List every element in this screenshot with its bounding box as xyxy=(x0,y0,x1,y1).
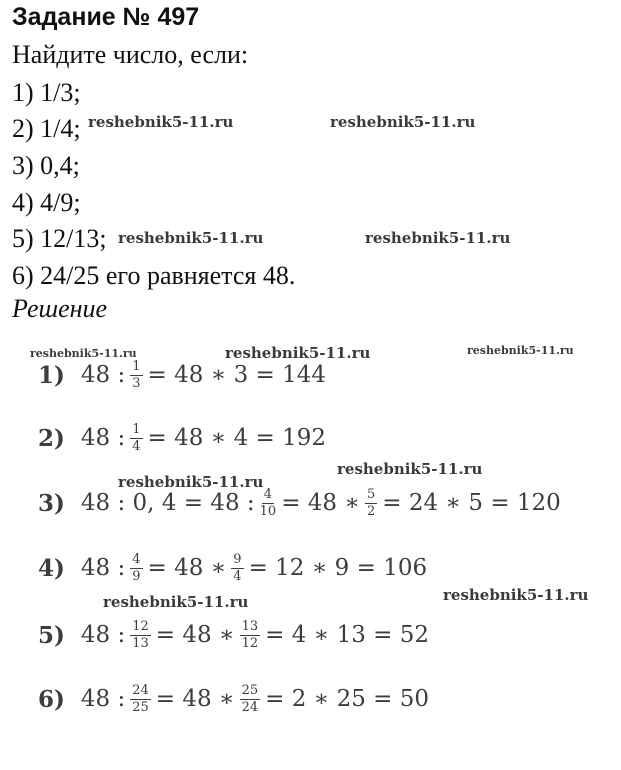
expr-part: = 2 ∗ 25 = 50 xyxy=(265,686,430,713)
expr-part: = 48 ∗ xyxy=(155,622,235,649)
row-number: 1) xyxy=(38,361,65,389)
row-number: 2) xyxy=(38,424,65,452)
solution-row-3 xyxy=(38,488,563,518)
fraction: $\frac{4}{9}$ xyxy=(132,552,141,584)
watermark: reshebnik5-11.ru xyxy=(225,344,371,362)
watermark: reshebnik5-11.ru xyxy=(30,347,137,360)
watermark: reshebnik5-11.ru xyxy=(118,473,264,491)
expr-part: = 48 ∗ xyxy=(147,555,227,582)
fraction: $\frac{12}{13}$ xyxy=(132,619,149,651)
task-item-1: 1) 1/3; xyxy=(12,78,81,107)
fraction: $\frac{25}{24}$ xyxy=(241,683,259,715)
expr-part: 48 : xyxy=(80,686,126,713)
watermark: reshebnik5-11.ru xyxy=(118,229,264,247)
row-number: 4) xyxy=(38,554,65,582)
expr-part: 48 : xyxy=(80,555,126,582)
watermark: reshebnik5-11.ru xyxy=(443,586,589,604)
expr-part: 48 : xyxy=(80,425,126,452)
fraction: $\frac{4}{10}$ xyxy=(259,487,277,519)
fraction: $\frac{9}{4}$ xyxy=(233,552,242,584)
row-number: 3) xyxy=(38,489,65,517)
row-number: 6) xyxy=(38,685,65,713)
fraction: $\frac{24}{25}$ xyxy=(132,683,149,715)
expr-part: = 48 ∗ 3 = 144 xyxy=(147,362,327,389)
watermark: reshebnik5-11.ru xyxy=(330,113,476,131)
watermark: reshebnik5-11.ru xyxy=(88,113,234,131)
fraction: $\frac{5}{2}$ xyxy=(366,487,376,519)
solution-label: Решение xyxy=(12,294,108,323)
watermark: reshebnik5-11.ru xyxy=(103,593,249,611)
task-statement: Найдите число, если: xyxy=(12,40,249,69)
fraction: $\frac{1}{3}$ xyxy=(132,359,141,391)
solution-row-2 xyxy=(38,423,328,453)
fraction: $\frac{1}{4}$ xyxy=(132,422,141,454)
solution-row-4 xyxy=(38,553,429,583)
expr-part: = 24 ∗ 5 = 120 xyxy=(382,490,561,517)
solution-row-1 xyxy=(38,360,328,390)
task-item-3: 3) 0,4; xyxy=(12,151,80,180)
fraction: $\frac{13}{12}$ xyxy=(241,619,259,651)
expr-part: = 48 ∗ xyxy=(281,490,360,517)
expr-part: = 4 ∗ 13 = 52 xyxy=(265,622,430,649)
expr-part: = 48 ∗ xyxy=(155,686,235,713)
expr-part: = 48 ∗ 4 = 192 xyxy=(147,425,327,452)
expr-part: = 12 ∗ 9 = 106 xyxy=(248,555,428,582)
expr-part: 48 : 0, 4 = 48 : xyxy=(80,490,255,517)
task-item-4: 4) 4/9; xyxy=(12,188,81,217)
solution-row-5 xyxy=(38,620,431,650)
solution-row-6 xyxy=(38,684,431,714)
watermark: reshebnik5-11.ru xyxy=(337,460,483,478)
task-item-2: 2) 1/4; xyxy=(12,114,81,143)
task-item-5: 5) 12/13; xyxy=(12,224,107,253)
task-title: Задание № 497 xyxy=(12,3,200,31)
row-number: 5) xyxy=(38,621,65,649)
watermark: reshebnik5-11.ru xyxy=(365,229,511,247)
expr-part: 48 : xyxy=(80,622,126,649)
task-item-6: 6) 24/25 его равняется 48. xyxy=(12,261,296,290)
expr-part: 48 : xyxy=(80,362,126,389)
watermark: reshebnik5-11.ru xyxy=(467,344,574,357)
